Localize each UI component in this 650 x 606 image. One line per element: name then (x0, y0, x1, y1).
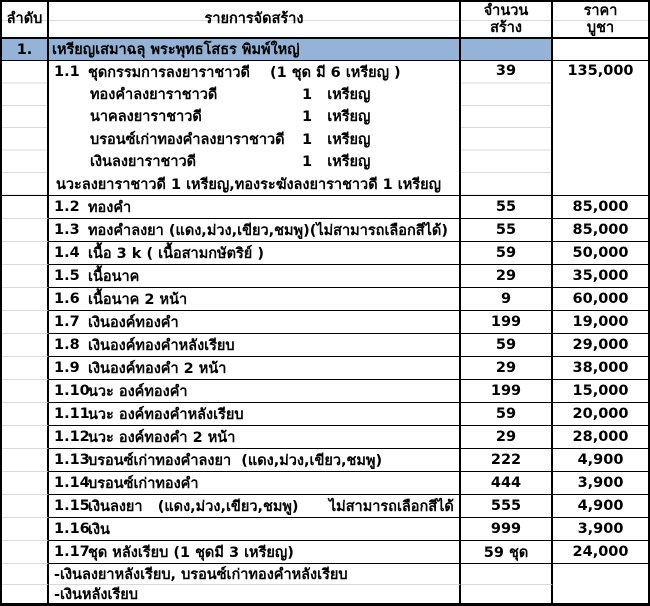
qty-cell: 59 ชุด (461, 541, 553, 564)
item-cell (49, 265, 461, 288)
item-name: นวะ องค์ทองคำหลังเรียบ (88, 406, 244, 423)
item-name: เงินองค์ทองคำ (88, 314, 179, 331)
item-name: เงินองค์ทองคำหลังเรียบ (88, 337, 235, 354)
price-cell: 3,900 (553, 518, 648, 541)
header-item-label: รายการจัดสร้าง (204, 11, 304, 27)
order-cell (2, 61, 49, 196)
item-cell (49, 426, 461, 449)
row-1-13 (2, 449, 648, 472)
item-number: 1.3 (54, 222, 80, 238)
item-cell (49, 334, 461, 357)
order-cell (2, 242, 49, 265)
item-name: เนื้อนาค (88, 268, 140, 285)
row-1-1 (2, 61, 648, 196)
order-cell (2, 334, 49, 357)
row-1-4 (2, 242, 648, 265)
item-cell (49, 380, 461, 403)
sub-item-count: 1 เหรียญ (302, 109, 371, 126)
item-cell (49, 242, 461, 265)
row-1-14 (2, 472, 648, 495)
item-name: ทองคำ (88, 199, 132, 216)
item-number: 1.2 (54, 199, 80, 215)
sub-item (49, 128, 459, 150)
item-name: เงินลงยา (แดง,ม่วง,เขียว,ชมพู) ไม่สามารถเลือกสีได้ (88, 498, 454, 515)
row-1-5 (2, 265, 648, 288)
item-name: เนื้อนาค 2 หน้า (88, 291, 188, 308)
sub-item (49, 151, 459, 173)
header-price-line2: บูชา (586, 19, 615, 36)
row-1-3 (2, 219, 648, 242)
item-name: นวะ องค์ทองคำ (88, 383, 188, 400)
item-number: 1.5 (54, 268, 80, 284)
sub-item (49, 106, 459, 128)
order-cell (2, 288, 49, 311)
header-qty-line2: สร้าง (490, 19, 522, 36)
item-cell (49, 472, 461, 495)
price-cell: 135,000 (553, 61, 648, 196)
item-cell (49, 61, 461, 196)
item-number: 1.14 (54, 475, 90, 491)
qty-cell: 199 (461, 311, 553, 334)
item-number: 1.12 (54, 429, 90, 445)
qty-cell: 29 (461, 426, 553, 449)
row-1-8 (2, 334, 648, 357)
section-price-cell (553, 39, 648, 61)
table-body (2, 196, 648, 564)
item-cell (49, 311, 461, 334)
qty-cell: 59 (461, 403, 553, 426)
price-cell: 28,000 (553, 426, 648, 449)
item-name: ชุด หลังเรียบ (1 ชุดมี 3 เหรียญ) (88, 544, 294, 561)
sub-item-name: บรอนซ์เก่าทองคำลงยาราชาวดี (90, 131, 285, 148)
sub-item-name: ทองคำลงยาราชาวดี (90, 87, 218, 104)
section-qty-cell (461, 39, 553, 61)
order-cell (2, 495, 49, 518)
order-cell (2, 426, 49, 449)
item-1-1-footer: นวะลงยาราชาวดี 1 เหรียญ,ทองระฆังลงยาราชาวดี 1 เหรียญ (56, 176, 441, 193)
price-cell: 19,000 (553, 311, 648, 334)
price-cell (553, 564, 648, 585)
sub-item-name: เงินลงยาราชาวดี (90, 154, 197, 171)
qty-cell: 29 (461, 357, 553, 380)
price-cell: 3,900 (553, 472, 648, 495)
qty-cell: 199 (461, 380, 553, 403)
qty-cell: 55 (461, 196, 553, 219)
item-number: 1.17 (54, 544, 90, 560)
sub-item-name: นาคลงยาราชาวดี (90, 109, 202, 126)
qty-cell: 999 (461, 518, 553, 541)
item-note: (1 ชุด มี 6 เหรียญ ) (270, 64, 401, 81)
item-name: ทองคำลงยา (แดง,ม่วง,เขียว,ชมพู)(ไม่สามารถเลือกสีได้) (88, 222, 448, 239)
order-cell (2, 219, 49, 242)
header-qty-line1: จำนวน (483, 2, 529, 19)
sub-item-count: 1 เหรียญ (302, 154, 371, 171)
section-number: 1. (16, 41, 33, 58)
price-cell: 24,000 (553, 541, 648, 564)
item-number: 1.6 (54, 291, 80, 307)
row-1-6 (2, 288, 648, 311)
price-cell: 85,000 (553, 196, 648, 219)
sub-line-row (2, 564, 648, 585)
item-name: บรอนซ์เก่าทองคำ (88, 475, 199, 492)
section-title: เหรียญเสมาฉลุ พระพุทธโสธร พิมพ์ใหญ่ (52, 42, 300, 58)
row-1-12 (2, 426, 648, 449)
row-1-17 (2, 541, 648, 564)
order-cell (2, 403, 49, 426)
item-1-1-sub-items (49, 83, 459, 173)
table-header (2, 2, 648, 39)
qty-cell: 39 (461, 61, 553, 196)
order-cell (2, 380, 49, 403)
item-number: 1.4 (54, 245, 80, 261)
qty-cell: 444 (461, 472, 553, 495)
item-number: 1.7 (54, 314, 80, 330)
qty-cell: 59 (461, 334, 553, 357)
order-cell (2, 518, 49, 541)
row-1-17-sub-lines (2, 564, 648, 603)
header-order-label: ลำดับ (6, 11, 43, 27)
qty-cell (461, 564, 553, 585)
item-number: 1.16 (54, 521, 90, 537)
item-number: 1.15 (54, 498, 90, 514)
price-cell (553, 585, 648, 603)
order-cell (2, 265, 49, 288)
row-1-7 (2, 311, 648, 334)
order-cell (2, 196, 49, 219)
row-1-2 (2, 196, 648, 219)
item-number: 1.8 (54, 337, 80, 353)
header-price-line1: ราคา (583, 2, 618, 19)
qty-cell: 59 (461, 242, 553, 265)
qty-cell: 222 (461, 449, 553, 472)
order-cell (2, 311, 49, 334)
sub-line-text: -เงินลงยาหลังเรียบ, บรอนซ์เก่าทองคำหลังเรียบ (49, 564, 461, 585)
sub-item (49, 83, 459, 105)
price-cell: 15,000 (553, 380, 648, 403)
row-1-9 (2, 357, 648, 380)
section-row-1 (2, 39, 648, 61)
row-1-15 (2, 495, 648, 518)
sub-line-text: -เงินหลังเรียบ (49, 585, 461, 603)
order-cell (2, 541, 49, 564)
qty-cell: 55 (461, 219, 553, 242)
row-1-11 (2, 403, 648, 426)
item-1-1-headline (49, 61, 459, 83)
sub-item-count: 1 เหรียญ (302, 87, 371, 104)
item-cell (49, 219, 461, 242)
sub-line-row (2, 585, 648, 603)
item-name: เงิน (88, 521, 110, 538)
header-price (553, 2, 648, 37)
section-title-cell (49, 39, 461, 61)
section-number-cell (2, 39, 49, 61)
item-number: 1.9 (54, 360, 80, 376)
price-cell: 20,000 (553, 403, 648, 426)
item-cell (49, 288, 461, 311)
order-cell (2, 449, 49, 472)
price-cell: 4,900 (553, 449, 648, 472)
order-cell (2, 357, 49, 380)
item-cell (49, 196, 461, 219)
qty-cell: 555 (461, 495, 553, 518)
item-name: นวะ องค์ทองคำ 2 หน้า (88, 429, 236, 446)
item-name: เนื้อ 3 k ( เนื้อสามกษัตริย์ ) (88, 245, 264, 262)
item-number: 1.11 (54, 406, 90, 422)
order-cell (2, 472, 49, 495)
price-cell: 38,000 (553, 357, 648, 380)
header-order (2, 2, 49, 37)
item-cell (49, 541, 461, 564)
item-number: 1.10 (54, 383, 90, 399)
item-cell (49, 449, 461, 472)
qty-cell (461, 585, 553, 603)
qty-cell: 9 (461, 288, 553, 311)
item-name: เงินองค์ทองคำ 2 หน้า (88, 360, 227, 377)
order-cell (2, 585, 49, 603)
header-qty (461, 2, 553, 37)
row-1-16 (2, 518, 648, 541)
item-cell (49, 518, 461, 541)
item-number: 1.13 (54, 452, 90, 468)
price-cell: 29,000 (553, 334, 648, 357)
price-cell: 85,000 (553, 219, 648, 242)
qty-cell: 29 (461, 265, 553, 288)
item-number: 1.1 (54, 64, 80, 81)
item-name: บรอนซ์เก่าทองคำลงยา (แดง,ม่วง,เขียว,ชมพู) (88, 452, 383, 469)
price-cell: 4,900 (553, 495, 648, 518)
price-cell: 35,000 (553, 265, 648, 288)
row-1-10 (2, 380, 648, 403)
header-item (49, 2, 461, 37)
item-cell (49, 357, 461, 380)
item-name: ชุดกรรมการลงยาราชาวดี (88, 64, 250, 81)
sub-item-count: 1 เหรียญ (302, 131, 371, 148)
item-cell (49, 495, 461, 518)
order-cell (2, 564, 49, 585)
item-cell (49, 403, 461, 426)
price-cell: 60,000 (553, 288, 648, 311)
price-cell: 50,000 (553, 242, 648, 265)
